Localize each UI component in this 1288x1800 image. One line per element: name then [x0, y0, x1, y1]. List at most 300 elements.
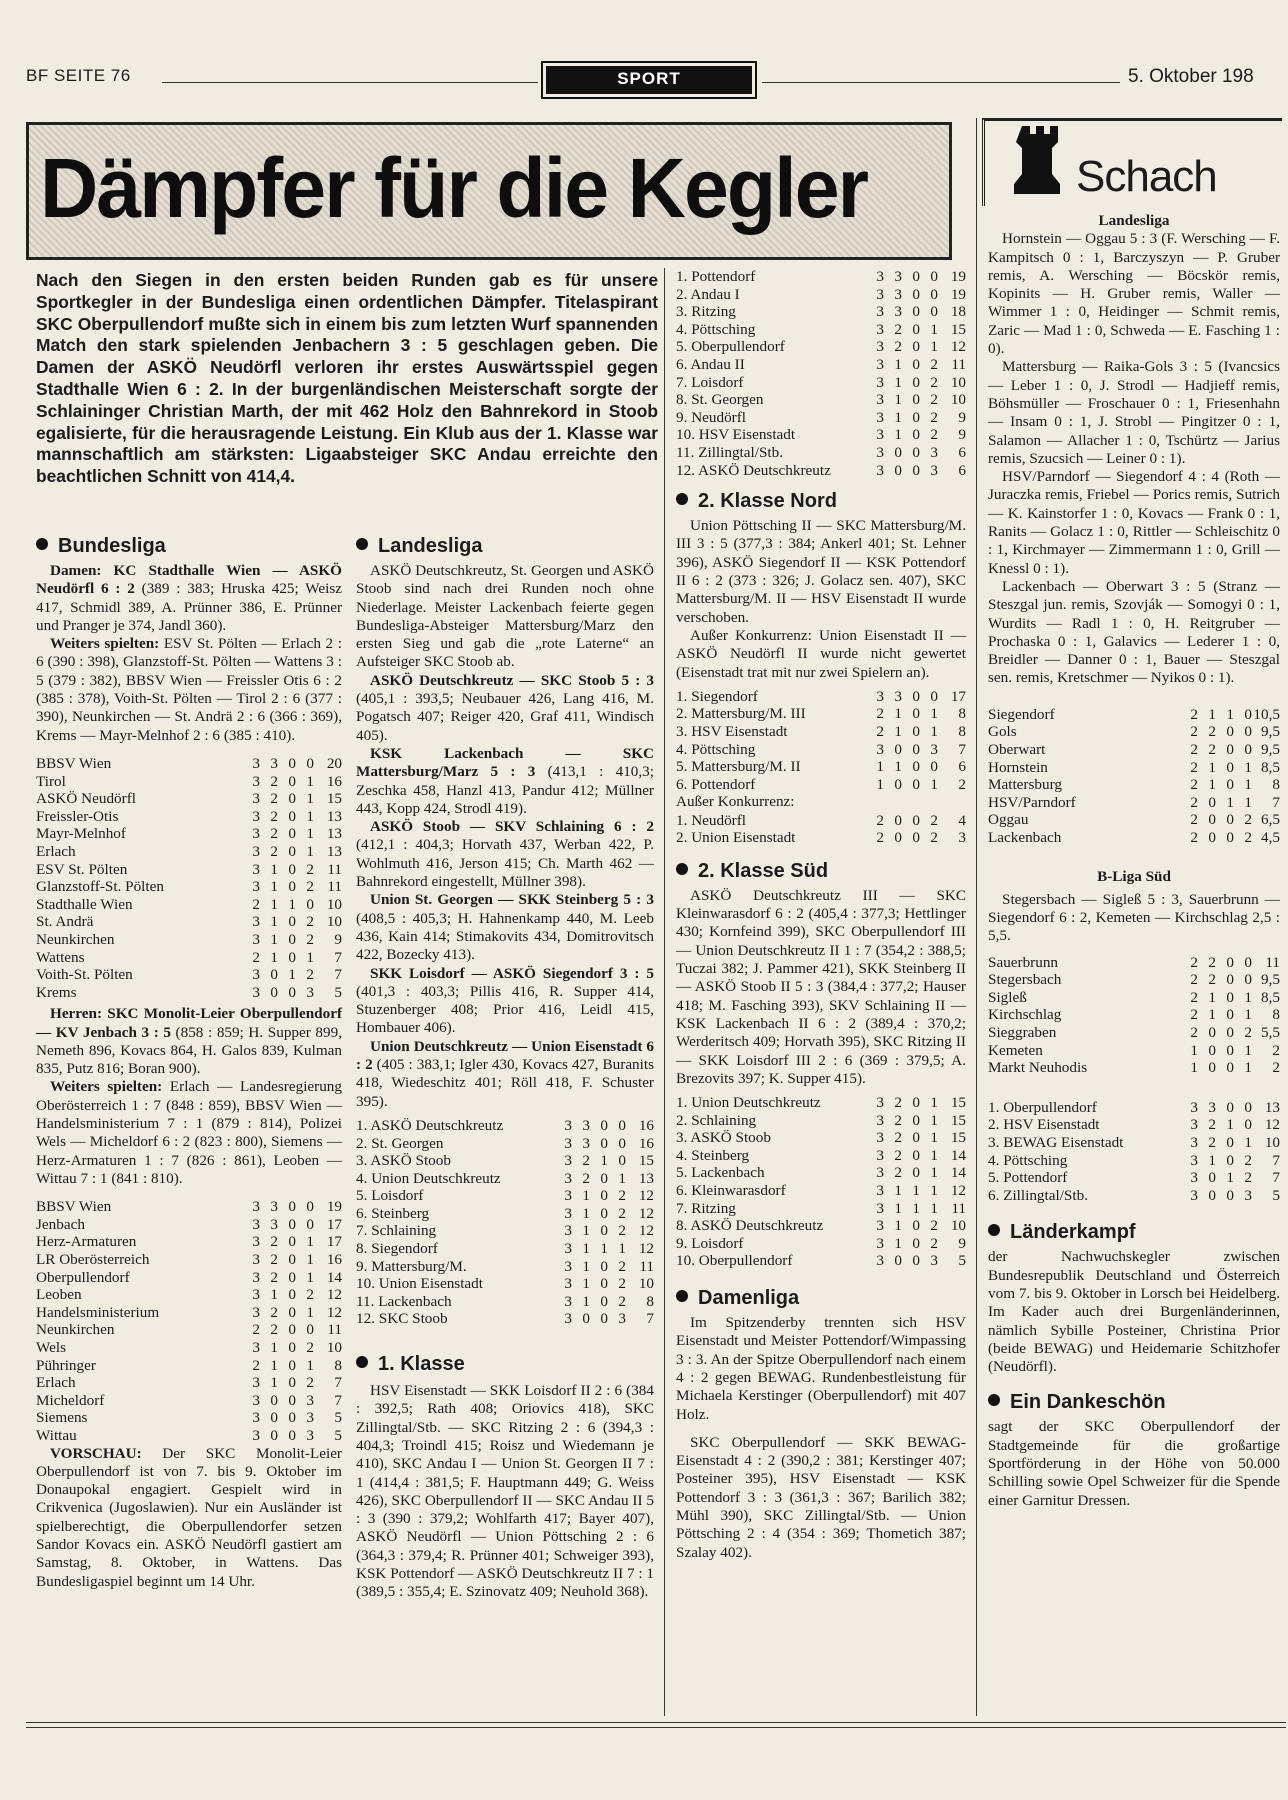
- match-result: Damen: KC Stadthalle Wien — ASKÖ Neudörfl 6 : 2: [36, 562, 342, 598]
- points-cell: 7: [334, 966, 342, 984]
- stat-cell: 3: [876, 1094, 884, 1112]
- stat-cell: 3: [252, 1409, 260, 1427]
- table-row: [36, 913, 342, 931]
- stat-cell: 1: [306, 790, 314, 808]
- stat-cell: 0: [288, 825, 296, 843]
- points-cell: 15: [950, 1129, 966, 1147]
- stat-cell: 3: [252, 930, 260, 948]
- column-rule: [976, 118, 977, 1716]
- points-cell: 6,5: [1261, 811, 1280, 829]
- bottom-rule: [26, 1727, 1286, 1728]
- stat-cell: 3: [306, 983, 314, 1001]
- team-name: 4. Pöttsching: [676, 320, 756, 338]
- stat-cell: 2: [270, 1251, 278, 1269]
- stat-cell: 3: [252, 966, 260, 984]
- schach-column: [988, 212, 1280, 1510]
- stat-cell: 1: [930, 1146, 938, 1164]
- team-name: Stegersbach: [988, 971, 1062, 989]
- stat-cell: 0: [912, 461, 920, 479]
- points-cell: 19: [326, 1198, 342, 1216]
- stat-cell: 3: [306, 1409, 314, 1427]
- stat-cell: 1: [930, 1129, 938, 1147]
- stat-cell: 0: [1208, 1059, 1216, 1077]
- stat-cell: 0: [894, 1252, 902, 1270]
- team-name: 6. Pottendorf: [676, 775, 756, 793]
- stat-cell: 0: [1226, 971, 1234, 989]
- stat-cell: 3: [930, 1252, 938, 1270]
- points-cell: 17: [950, 687, 966, 705]
- table-row: [988, 741, 1280, 759]
- table-row: [988, 759, 1280, 777]
- stat-cell: 2: [1244, 828, 1252, 846]
- points-cell: 12: [950, 338, 966, 356]
- stat-cell: 1: [600, 1240, 608, 1258]
- table-row: [676, 303, 966, 321]
- points-cell: 12: [638, 1187, 654, 1205]
- team-name: 9. Mattersburg/M.: [356, 1257, 467, 1275]
- stat-cell: 3: [252, 790, 260, 808]
- stat-cell: 0: [1244, 953, 1252, 971]
- stat-cell: 1: [894, 1217, 902, 1235]
- stat-cell: 2: [252, 1356, 260, 1374]
- points-cell: 5: [334, 1426, 342, 1444]
- table-row: [988, 1169, 1280, 1187]
- team-name: Hornstein: [988, 758, 1048, 776]
- stat-cell: 3: [1190, 1186, 1198, 1204]
- stat-cell: 0: [288, 930, 296, 948]
- stat-cell: 2: [270, 790, 278, 808]
- column-rule: [664, 268, 665, 1716]
- stat-cell: 0: [306, 754, 314, 772]
- table-row: [676, 268, 966, 286]
- stat-cell: 1: [1244, 1006, 1252, 1024]
- stat-cell: 1: [1208, 776, 1216, 794]
- points-cell: 10,5: [1253, 705, 1280, 723]
- team-name: 5. Oberpullendorf: [676, 338, 785, 356]
- stat-cell: 0: [288, 1426, 296, 1444]
- points-cell: 2: [1272, 1041, 1280, 1059]
- stat-cell: 1: [930, 775, 938, 793]
- bundesliga-column: [36, 534, 342, 1591]
- stat-cell: 2: [1208, 740, 1216, 758]
- stat-cell: 0: [1244, 723, 1252, 741]
- stat-cell: 3: [876, 373, 884, 391]
- team-name: 5. Mattersburg/M. II: [676, 758, 801, 776]
- stat-cell: 0: [1226, 1186, 1234, 1204]
- stat-cell: 1: [1244, 776, 1252, 794]
- stat-cell: 3: [1190, 1169, 1198, 1187]
- stat-cell: 0: [582, 1310, 590, 1328]
- stat-cell: 0: [1226, 1098, 1234, 1116]
- stat-cell: 3: [876, 1217, 884, 1235]
- team-name: 8. St. Georgen: [676, 391, 764, 409]
- points-cell: 12: [638, 1240, 654, 1258]
- stat-cell: 2: [270, 807, 278, 825]
- team-name: 3. HSV Eisenstadt: [676, 722, 788, 740]
- stat-cell: 1: [288, 895, 296, 913]
- stat-cell: 3: [876, 1129, 884, 1147]
- table-row: [988, 1099, 1280, 1117]
- section-heading: 1. Klasse: [356, 1352, 654, 1376]
- table-row: [36, 1321, 342, 1339]
- match-result: Union St. Georgen — SKK Steinberg 5 : 3: [370, 891, 654, 909]
- stat-cell: 0: [288, 1339, 296, 1356]
- stat-cell: 0: [912, 303, 920, 321]
- table-row: [676, 1112, 966, 1130]
- stat-cell: 2: [582, 1169, 590, 1187]
- stat-cell: 2: [1244, 811, 1252, 829]
- stat-cell: 0: [600, 1169, 608, 1187]
- points-cell: 2: [958, 775, 966, 793]
- table-row: [676, 356, 966, 374]
- stat-cell: 0: [288, 1251, 296, 1269]
- points-cell: 7: [1272, 793, 1280, 811]
- points-cell: 15: [326, 790, 342, 808]
- landesliga-column: [356, 534, 654, 1602]
- team-name: Oberwart: [988, 740, 1046, 758]
- stat-cell: 0: [930, 303, 938, 321]
- stat-cell: 2: [876, 722, 884, 740]
- stat-cell: 0: [912, 1094, 920, 1112]
- table-row: [988, 829, 1280, 847]
- team-name: Leoben: [36, 1286, 82, 1304]
- table-row: [356, 1170, 654, 1188]
- table-row: [676, 391, 966, 409]
- points-cell: 10: [950, 1217, 966, 1235]
- stat-cell: 2: [1208, 953, 1216, 971]
- stat-cell: 3: [564, 1169, 572, 1187]
- stat-cell: 2: [306, 913, 314, 931]
- stat-cell: 3: [270, 1215, 278, 1233]
- stat-cell: 3: [564, 1240, 572, 1258]
- stat-cell: 0: [1208, 1041, 1216, 1059]
- team-name: 1. ASKÖ Deutschkreutz: [356, 1116, 504, 1134]
- stat-cell: 1: [1226, 1116, 1234, 1134]
- points-cell: 12: [638, 1204, 654, 1222]
- section-intro: ASKÖ Deutschkreutz, St. Georgen und ASKÖ Stoob sind nach drei Runden noch ohne Niederlage. Meister Lackenbach feierte gegen Bundesliga-Absteiger Mattersburg/Marz den ersten Sieg und gab die „rote Laterne“ an Aufsteiger SKC Stoob ab.: [356, 562, 654, 671]
- results-text: der Nachwuchskegler zwischen Bundesrepublik Deutschland und Österreich vom 7. bis 9. Oktober in Lorsch bei Heidelberg. Im Kader auch drei Burgenländerinnen, nämlich Sybille Posteiner, Christina Prior (beide BEWAG) und Heidemarie Schitzhofer (Neudörfl).: [988, 1248, 1280, 1376]
- stat-cell: 1: [270, 948, 278, 966]
- stat-cell: 2: [930, 829, 938, 847]
- stat-cell: 2: [930, 408, 938, 426]
- team-name: Oggau: [988, 811, 1029, 829]
- table-row: [356, 1135, 654, 1153]
- table-row: [676, 1235, 966, 1253]
- points-cell: 11: [327, 878, 342, 896]
- stat-cell: 0: [288, 754, 296, 772]
- stat-cell: 1: [1190, 1059, 1198, 1077]
- table-row: [356, 1187, 654, 1205]
- table-row: [676, 1129, 966, 1147]
- stat-cell: 0: [912, 408, 920, 426]
- stat-cell: 0: [1244, 740, 1252, 758]
- team-name: 10. Oberpullendorf: [676, 1252, 793, 1270]
- team-name: Sauerbrunn: [988, 953, 1059, 971]
- table-row: [36, 878, 342, 896]
- stat-cell: 2: [306, 1374, 314, 1392]
- stat-cell: 2: [894, 1146, 902, 1164]
- stat-cell: 0: [1226, 1151, 1234, 1169]
- standings-table: [676, 688, 966, 794]
- stat-cell: 3: [270, 754, 278, 772]
- team-name: 8. ASKÖ Deutschkreutz: [676, 1217, 824, 1235]
- stat-cell: 2: [252, 948, 260, 966]
- stat-cell: 0: [912, 443, 920, 461]
- stat-cell: 0: [270, 966, 278, 984]
- stat-cell: 3: [564, 1134, 572, 1152]
- stat-cell: 0: [912, 355, 920, 373]
- match-result: ASKÖ Stoob — SKV Schlaining 6 : 2: [370, 818, 654, 836]
- table-row: [356, 1293, 654, 1311]
- stat-cell: 1: [894, 705, 902, 723]
- stat-cell: 3: [1190, 1134, 1198, 1151]
- stat-cell: 2: [270, 772, 278, 790]
- stat-cell: 3: [876, 1234, 884, 1252]
- subheading: B-Liga Süd: [1097, 868, 1171, 886]
- team-name: 1. Siegendorf: [676, 687, 758, 705]
- stat-cell: 3: [252, 825, 260, 843]
- team-name: 11. Lackenbach: [356, 1292, 452, 1310]
- team-name: 3. BEWAG Eisenstadt: [988, 1134, 1124, 1151]
- stat-cell: 1: [306, 842, 314, 860]
- stat-cell: 3: [876, 320, 884, 338]
- points-cell: 9,5: [1261, 723, 1280, 741]
- stat-cell: 1: [1244, 1041, 1252, 1059]
- stat-cell: 1: [270, 860, 278, 878]
- table-row: [36, 1233, 342, 1251]
- klasse-column: [676, 268, 966, 1562]
- stat-cell: 0: [1208, 828, 1216, 846]
- points-cell: 8: [334, 1356, 342, 1374]
- table-row: [36, 861, 342, 879]
- stat-cell: 2: [582, 1152, 590, 1170]
- stat-cell: 1: [1244, 758, 1252, 776]
- match-detail: (389 : 383; Hruska 425; Weisz 417, Schmidl 389, A. Prünner 386, E. Prünner und Pranger je 374, Jandl 360).: [36, 580, 342, 634]
- points-cell: 9: [958, 426, 966, 444]
- team-name: Erlach: [36, 842, 76, 860]
- table-row: [36, 949, 342, 967]
- points-cell: 11: [951, 1199, 966, 1217]
- stat-cell: 0: [930, 268, 938, 285]
- preview-label: VORSCHAU:: [50, 1444, 142, 1462]
- stat-cell: 3: [876, 1146, 884, 1164]
- table-row: [36, 1251, 342, 1269]
- stat-cell: 2: [1190, 705, 1198, 723]
- stat-cell: 2: [252, 1321, 260, 1339]
- table-row: [988, 811, 1280, 829]
- points-cell: 7: [334, 1374, 342, 1392]
- stat-cell: 2: [1190, 758, 1198, 776]
- stat-cell: 0: [1226, 1059, 1234, 1077]
- stat-cell: 0: [288, 913, 296, 931]
- team-name: Glanzstoff-St. Pölten: [36, 878, 164, 896]
- team-name: Lackenbach: [988, 828, 1062, 846]
- table-row: [36, 1427, 342, 1445]
- team-name: ASKÖ Neudörfl: [36, 790, 136, 808]
- stat-cell: 0: [1226, 758, 1234, 776]
- results-text: HSV/Parndorf — Siegendorf 4 : 4 (Roth — Juraczka remis, Friebel — Porics remis, Sutrich — K. Kainstorfer 1 : 0, Kovacs — Frank 0 : 1, Ranits — Golacz 1 : 0, Rittler — Schleischitz 0 : 1, Kirchmayer — Zimmermann 1 : 0, Grill — Knessl 0 : 1).: [988, 468, 1280, 577]
- stat-cell: 1: [1208, 988, 1216, 1006]
- stat-cell: 3: [252, 1268, 260, 1286]
- stat-cell: 3: [1208, 1098, 1216, 1116]
- points-cell: 11: [327, 1321, 342, 1339]
- points-cell: 6: [958, 461, 966, 479]
- stat-cell: 2: [1190, 776, 1198, 794]
- stat-cell: 3: [564, 1257, 572, 1275]
- stat-cell: 0: [894, 461, 902, 479]
- stat-cell: 2: [894, 320, 902, 338]
- points-cell: 4: [958, 811, 966, 829]
- points-cell: 14: [950, 1164, 966, 1182]
- stat-cell: 2: [306, 1286, 314, 1304]
- table-row: [676, 741, 966, 759]
- stat-cell: 0: [618, 1152, 626, 1170]
- points-cell: 11: [951, 355, 966, 373]
- table-row: [36, 1357, 342, 1375]
- stat-cell: 2: [270, 1321, 278, 1339]
- table-row: [36, 755, 342, 773]
- results-text: Mattersburg — Raika-Gols 3 : 5 (Ivancsics — Leber 1 : 0, J. Strodl — Hadjieff remis, Böhsmüller — Froschauer 0 : 1, Friesenhahn — Insam 0 : 1, J. Strobl — Pingitzer 0 : 1, Salamon — Allacher 1 : 0, Tschürtz — Jarius remis, Szucsich — Leiner 0 : 1).: [988, 358, 1280, 467]
- stat-cell: 0: [912, 775, 920, 793]
- stat-cell: 1: [582, 1240, 590, 1258]
- points-cell: 5: [334, 983, 342, 1001]
- team-name: 2. Union Eisenstadt: [676, 829, 796, 847]
- stat-cell: 0: [1208, 1169, 1216, 1187]
- stat-cell: 0: [600, 1275, 608, 1293]
- points-cell: 7: [334, 948, 342, 966]
- issue-date: 5. Oktober 198: [1128, 66, 1254, 87]
- bottom-rule: [26, 1722, 1286, 1723]
- stat-cell: 0: [270, 1426, 278, 1444]
- stat-cell: 2: [930, 426, 938, 444]
- stat-cell: 1: [1208, 758, 1216, 776]
- match-result: Weiters spielten:: [50, 1078, 163, 1096]
- team-name: Mayr-Melnhof: [36, 825, 126, 843]
- stat-cell: 3: [876, 1252, 884, 1270]
- stat-cell: 2: [618, 1222, 626, 1240]
- stat-cell: 3: [1190, 1151, 1198, 1169]
- stat-cell: 0: [912, 1164, 920, 1182]
- match-result: Herren: SKC Monolit-Leier Oberpullendorf — KV Jenbach 3 : 5: [36, 1005, 342, 1041]
- section-heading: Länderkampf: [988, 1220, 1280, 1244]
- results-text: Hornstein — Oggau 5 : 3 (F. Wersching — F. Kampitsch 0 : 1, Barczyszyn — P. Gruber remis, A. Wersching — Böcskör remis, Kopinits — H. Gruber remis, Waller — Wimmer 1 : 0, Heidinger — Schmit remis, Zaric — Mad 1 : 0, Schweda — E. Fasching 1 : 0).: [988, 230, 1280, 358]
- stat-cell: 1: [306, 1356, 314, 1374]
- stat-cell: 0: [1226, 828, 1234, 846]
- team-name: 9. Neudörfl: [676, 408, 747, 426]
- stat-cell: 2: [930, 355, 938, 373]
- points-cell: 12: [1264, 1116, 1280, 1134]
- team-name: Wittau: [36, 1426, 77, 1444]
- team-name: 5. Lackenbach: [676, 1164, 765, 1182]
- stat-cell: 1: [1244, 793, 1252, 811]
- stat-cell: 2: [306, 930, 314, 948]
- stat-cell: 3: [876, 1164, 884, 1182]
- stat-cell: 0: [288, 860, 296, 878]
- stat-cell: 0: [912, 426, 920, 444]
- team-name: Pühringer: [36, 1356, 96, 1374]
- lead-paragraph: Nach den Siegen in den ersten beiden Runden gab es für unsere Sportkegler in der Bundesliga einen ordentlichen Dämpfer. Titelaspirant SKC Oberpullendorf mußte sich in einem bis zum letzten Wurf spannenden Match den stark spielenden Jenbachern 3 : 5 geschlagen geben. Die Damen der ASKÖ Neudörfl verloren ihr erstes Auswärtsspiel gegen Stadthalle Wien 6 : 2. In der burgenländischen Meisterschaft sorgte der Schlaininger Christian Marth, der mit 462 Holz den Bahnrekord in Stoob egalisierte, für die herausragende Leistung. Ein Klub aus der 1. Klasse war mannschaftlich am stärksten: Ligaabsteiger SKC Andau erreichte den beachtlichen Schnitt von 414,4.: [36, 270, 658, 487]
- stat-cell: 3: [894, 268, 902, 285]
- stat-cell: 0: [912, 268, 920, 285]
- stat-cell: 1: [930, 1094, 938, 1112]
- team-name: 11. Zillingtal/Stb.: [676, 443, 784, 461]
- stat-cell: 3: [876, 268, 884, 285]
- points-cell: 6: [958, 758, 966, 776]
- team-name: Neunkirchen: [36, 1321, 115, 1339]
- stat-cell: 3: [1190, 1098, 1198, 1116]
- stat-cell: 3: [582, 1134, 590, 1152]
- stat-cell: 0: [912, 722, 920, 740]
- stat-cell: 0: [288, 1198, 296, 1216]
- stat-cell: 3: [252, 1303, 260, 1321]
- points-cell: 5: [1272, 1186, 1280, 1204]
- points-cell: 8,5: [1261, 758, 1280, 776]
- bullet-icon: [676, 1290, 688, 1302]
- points-cell: 8: [646, 1292, 654, 1310]
- stat-cell: 1: [270, 1356, 278, 1374]
- stat-cell: 3: [876, 391, 884, 409]
- team-name: 2. Schlaining: [676, 1111, 757, 1129]
- stat-cell: 3: [876, 355, 884, 373]
- stat-cell: 0: [600, 1257, 608, 1275]
- stat-cell: 2: [1190, 740, 1198, 758]
- stat-cell: 2: [894, 1111, 902, 1129]
- stat-cell: 2: [270, 1303, 278, 1321]
- stat-cell: 1: [582, 1187, 590, 1205]
- team-name: Sieggraben: [988, 1024, 1057, 1042]
- table-row: [988, 1152, 1280, 1170]
- results-text: Im Spitzenderby trennten sich HSV Eisenstadt und Meister Pottendorf/Wimpassing 3 : 3. An der Spitze Oberpullendorf nach einem 4 : 2 gegen BEWAG. Rundenbestleistung für Michaela Kerstinger (Oberpullendorf) mit 407 Holz.: [676, 1314, 966, 1423]
- page-number: BF SEITE 76: [26, 66, 131, 85]
- points-cell: 10: [950, 373, 966, 391]
- stat-cell: 1: [876, 758, 884, 776]
- team-name: HSV/Parndorf: [988, 793, 1076, 811]
- stat-cell: 0: [1226, 1024, 1234, 1042]
- stat-cell: 0: [912, 705, 920, 723]
- table-row: [36, 773, 342, 791]
- stat-cell: 1: [894, 1234, 902, 1252]
- stat-cell: 1: [912, 1182, 920, 1200]
- points-cell: 13: [326, 807, 342, 825]
- stat-cell: 0: [1208, 1024, 1216, 1042]
- points-cell: 12: [638, 1222, 654, 1240]
- stat-cell: 1: [894, 408, 902, 426]
- stat-cell: 1: [894, 758, 902, 776]
- stat-cell: 2: [306, 966, 314, 984]
- bullet-icon: [356, 1356, 368, 1368]
- stat-cell: 0: [288, 772, 296, 790]
- table-row: [676, 1164, 966, 1182]
- points-cell: 16: [326, 772, 342, 790]
- table-row: [36, 1374, 342, 1392]
- headline: Dämpfer für die Kegler: [40, 141, 868, 235]
- points-cell: 9: [958, 408, 966, 426]
- team-name: Wattens: [36, 948, 85, 966]
- stat-cell: 1: [876, 775, 884, 793]
- table-row: [356, 1152, 654, 1170]
- points-cell: 7: [1272, 1151, 1280, 1169]
- team-name: LR Oberösterreich: [36, 1251, 150, 1269]
- stat-cell: 2: [1190, 828, 1198, 846]
- table-row: [676, 723, 966, 741]
- stat-cell: 0: [1226, 723, 1234, 741]
- points-cell: 6: [958, 443, 966, 461]
- points-cell: 11: [639, 1257, 654, 1275]
- team-name: 9. Loisdorf: [676, 1234, 744, 1252]
- points-cell: 8: [958, 722, 966, 740]
- results-text: sagt der SKC Oberpullendorf der Stadtgemeinde für die großartige Sportförderung in der Höhe von 50.000 Schilling sowie Opel Schweizer für die Spende einer Garnitur Dressen.: [988, 1418, 1280, 1509]
- stat-cell: 3: [876, 443, 884, 461]
